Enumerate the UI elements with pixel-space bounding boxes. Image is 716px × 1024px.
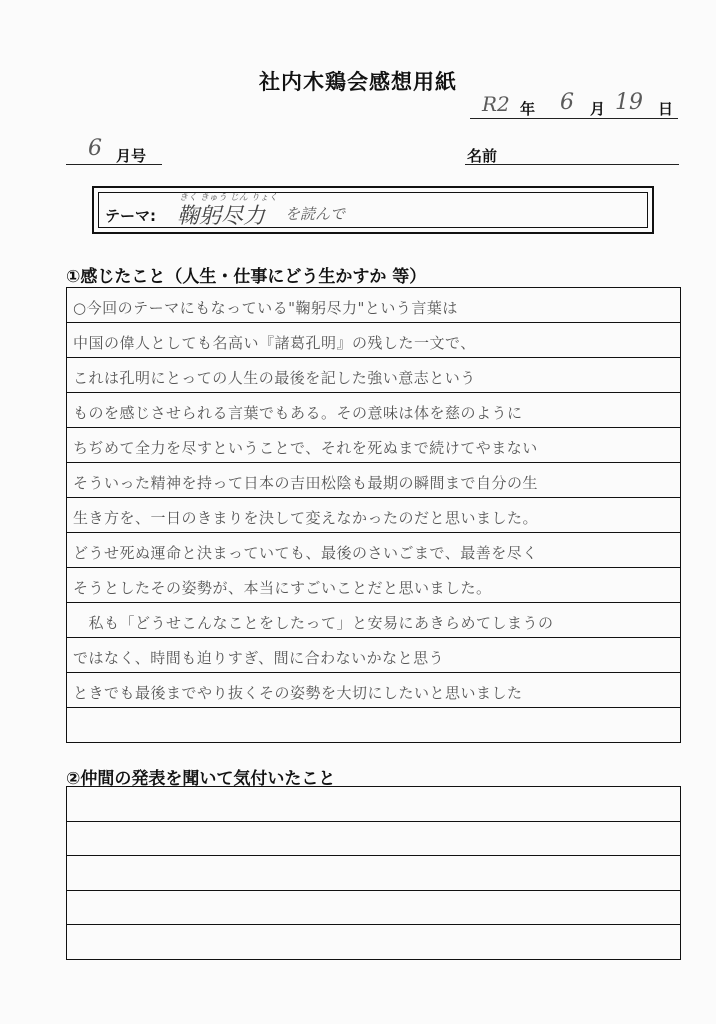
theme-suffix: を読んで: [285, 205, 346, 223]
date-row: [470, 92, 678, 120]
handwritten-text: そういった精神を持って日本の吉田松陰も最期の瞬間まで自分の生: [73, 474, 539, 492]
section1-heading: ①感じたこと（人生・仕事にどう生かすか 等）: [66, 267, 427, 287]
handwritten-text: これは孔明にとっての人生の最後を記した強い意志という: [73, 369, 476, 387]
theme-label: テーマ:: [105, 207, 156, 225]
writing-line: [67, 428, 680, 463]
date-day: 19: [615, 90, 643, 115]
handwritten-text: ではなく、時間も迫りすぎ、間に合わないかなと思う: [73, 649, 445, 667]
name-label: 名前: [467, 147, 498, 165]
issue-month: 6: [88, 136, 102, 161]
writing-line: [67, 822, 680, 857]
writing-line: [67, 673, 680, 708]
theme-value: 鞠躬尽力: [177, 204, 266, 229]
section2-heading: ②仲間の発表を聞いて気付いたこと: [66, 769, 336, 789]
theme-box: [92, 186, 654, 234]
writing-line: [67, 533, 680, 568]
theme-inner-frame: [98, 192, 648, 228]
form-title: 社内木鶏会感想用紙: [259, 70, 457, 94]
date-year-label: 年: [520, 100, 536, 118]
issue-label: 月号: [116, 147, 147, 165]
handwritten-text: ○今回のテーマにもなっている"鞠躬尽力"という言葉は: [73, 299, 458, 317]
date-underline: [470, 118, 678, 119]
writing-line: [67, 891, 680, 926]
writing-line: [67, 393, 680, 428]
writing-line: [67, 787, 680, 822]
handwritten-text: 私も「どうせこんなことをしたって」と安易にあきらめてしまうの: [73, 614, 554, 632]
writing-line: [67, 708, 680, 743]
issue-underline: [66, 164, 162, 165]
writing-line: [67, 925, 680, 960]
section2-lined-area: [66, 786, 681, 960]
writing-line: [67, 638, 680, 673]
writing-line: [67, 856, 680, 891]
handwritten-text: ちぢめて全力を尽すということで、それを死ぬまで続けてやまない: [73, 439, 538, 457]
handwritten-text: ものを感じさせられる言葉でもある。その意味は体を慈のように: [73, 404, 523, 422]
date-month: 6: [560, 90, 574, 115]
date-month-label: 月: [590, 100, 606, 118]
writing-line: [67, 288, 680, 323]
section2-lines: [67, 787, 680, 960]
issue-row: [66, 136, 162, 166]
writing-line: [67, 463, 680, 498]
section1-lines: [67, 288, 680, 743]
date-day-label: 日: [658, 100, 674, 118]
theme-ruby: きく きゅう じん りょく: [179, 193, 278, 203]
handwritten-text: ときでも最後までやり抜くその姿勢を大切にしたいと思いました: [73, 684, 523, 702]
writing-line: [67, 568, 680, 603]
name-row: [465, 140, 679, 166]
name-underline: [465, 164, 679, 165]
handwritten-text: 生き方を、一日のきまりを決して変えなかったのだと思いました。: [73, 509, 539, 527]
writing-line: [67, 358, 680, 393]
writing-line: [67, 323, 680, 358]
section1-lined-area: [66, 287, 681, 743]
handwritten-text: どうせ死ぬ運命と決まっていても、最後のさいごまで、最善を尽く: [73, 544, 538, 562]
handwritten-text: そうとしたその姿勢が、本当にすごいことだと思いました。: [73, 579, 492, 597]
writing-line: [67, 498, 680, 533]
handwritten-text: 中国の偉人としても名高い『諸葛孔明』の残した一文で、: [73, 334, 476, 352]
writing-line: [67, 603, 680, 638]
date-era-year: R2: [482, 92, 510, 116]
